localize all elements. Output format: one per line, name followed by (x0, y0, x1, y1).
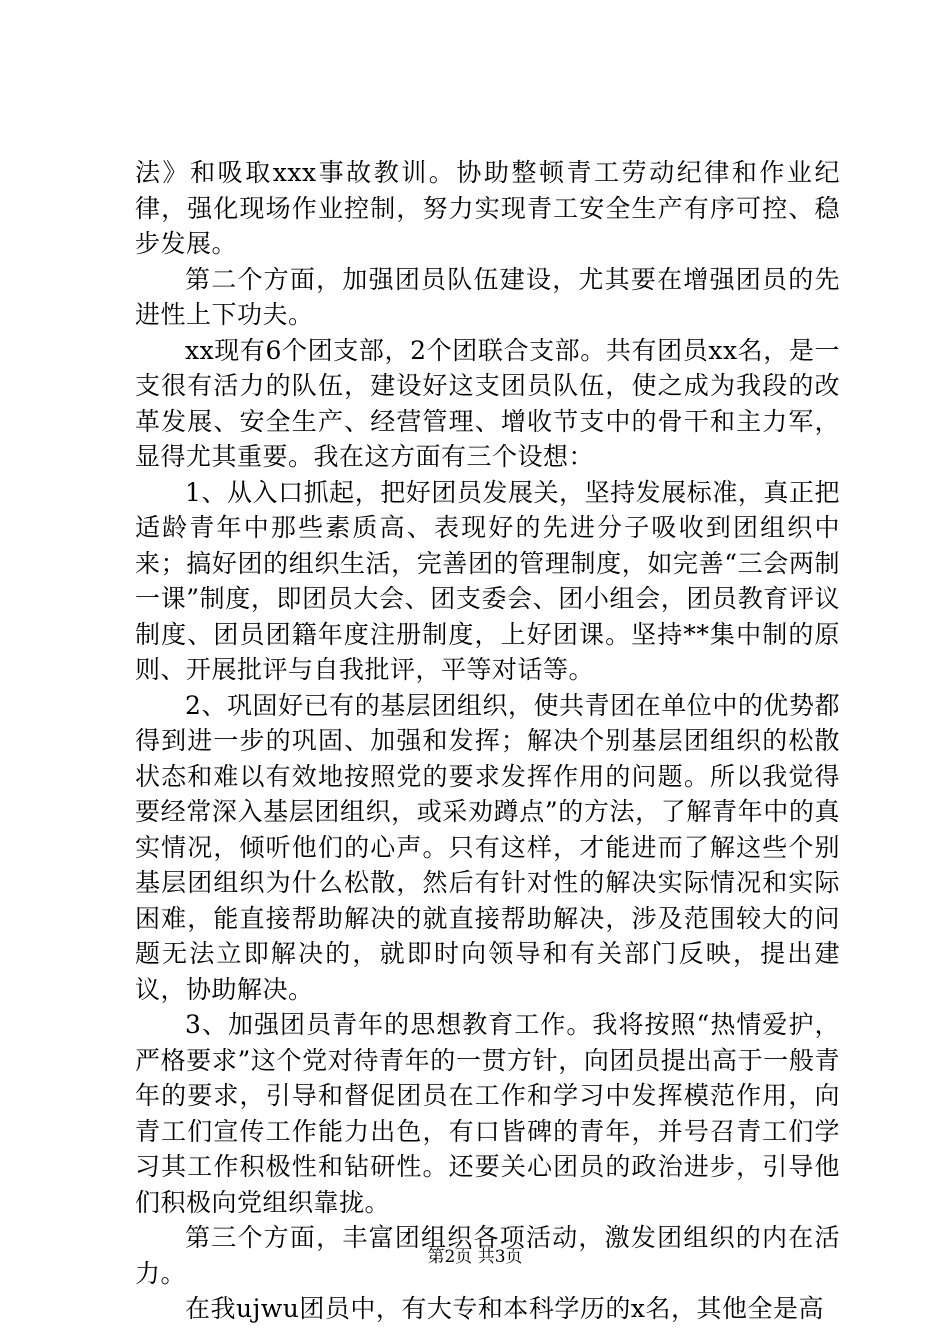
paragraph-3: xx现有6个团支部，2个团联合支部。共有团员xx名，是一支很有活力的队伍，建设好这支团员队伍，使之成为我段的改革发展、安全生产、经营管理、增收节支中的骨干和主力军，显得尤其重要。我在这方面有三个设想： (135, 335, 840, 471)
paragraph-4: 1、从入口抓起，把好团员发展关，坚持发展标准，真正把适龄青年中那些素质高、表现好的先进分子吸收到团组织中来；搞好团的组织生活，完善团的管理制度，如完善“三会两制一课”制度，即团员大会、团支委会、团小组会，团员教育评议制度、团员团籍年度注册制度，上好团课。坚持**集中制的原则、开展批评与自我批评，平等对话等。 (135, 477, 840, 684)
paragraph-1: 法》和吸取xxx事故教训。协助整顿青工劳动纪律和作业纪律，强化现场作业控制，努力实现青工安全生产有序可控、稳步发展。 (135, 158, 840, 258)
page-number-label: 第2页 共3页 (427, 1247, 523, 1267)
paragraph-8: 在我ujwu团员中，有大专和本科学历的x名，其他全是高 (185, 1294, 824, 1323)
paragraph-6: 3、加强团员青年的思想教育工作。我将按照“热情爱护，严格要求”这个党对待青年的一贯方针，向团员提出高于一般青年的要求，引导和督促团员在工作和学习中发挥模范作用，向青工们宣传工作能力出色，有口皆碑的青年，并号召青工们学习其工作积极性和钻研性。还要关心团员的政治进步，引导他们积极向党组织靠拢。 (135, 1010, 840, 1217)
paragraph-2: 第二个方面，加强团员队伍建设，尤其要在增强团员的先进性上下功夫。 (135, 264, 840, 329)
paragraph-7: 第三个方面，丰富团组织各项活动，激发团组织的内在活力。 (135, 1223, 840, 1288)
page-footer (0, 1246, 950, 1268)
paragraph-5: 2、巩固好已有的基层团组织，使共青团在单位中的优势都得到进一步的巩固、加强和发挥；解决个别基层团组织的松散状态和难以有效地按照党的要求发挥作用的问题。所以我觉得要经常深入基层团组织，或采劝蹲点”的方法，了解青年中的真实情况，倾听他们的心声。只有这样，才能进而了解这些个别基层团组织为什么松散，然后有针对性的解决实际情况和实际困难，能直接帮助解决的就直接帮助解决，涉及范围较大的问题无法立即解决的，就即时向领导和有关部门反映，提出建议，协助解决。 (135, 690, 840, 1004)
document-body (135, 155, 840, 1327)
